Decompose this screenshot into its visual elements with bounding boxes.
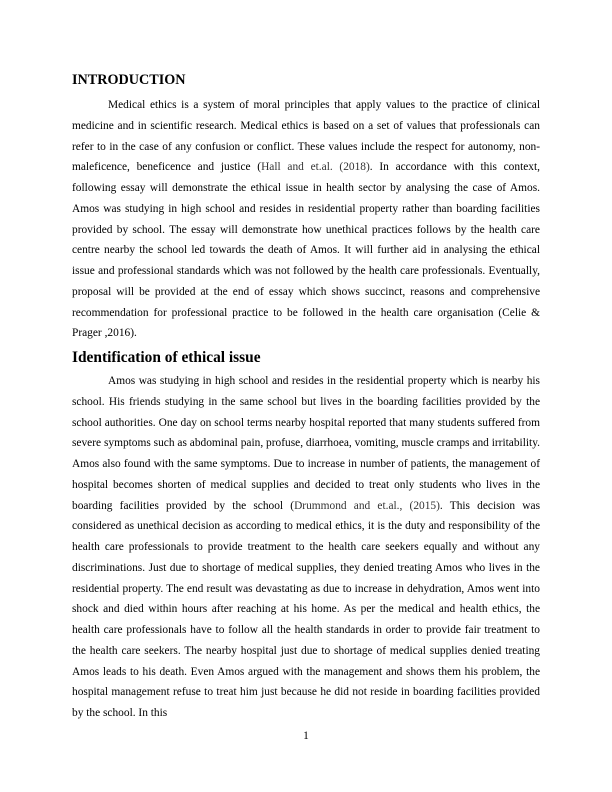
introduction-text-b: . In accordance with this context, following essay will demonstrate the ethical issue in health sector by analysing the case of Amos. Amos was studying in high school and resides in residential property rather than boarding facilities provided by school. The essay will demonstrate how unethical practices follows by the health care centre nearby the school led towards the death of Amos. It will further aid in analysing the ethical issue and professional standards which was not followed by the health care professionals. Eventually, proposal will be provided at the end of essay which shows succinct, reasons and comprehensive recommendation for professional practice to be followed in the health care organisation (Celie & Prager ,2016). — [72, 161, 541, 340]
introduction-paragraph — [72, 95, 540, 344]
introduction-heading: INTRODUCTION — [72, 72, 186, 88]
ethical-issue-heading: Identification of ethical issue — [72, 349, 261, 366]
ethical-issue-text-b: . This decision was considered as unethical decision as according to medical ethics, it is the duty and responsibility of the health care professionals to provide treatment to the health care seekers equally and without any discriminations. Just due to shortage of medical supplies, they denied treating Amos who lives in the residential property. The end result was devastating as due to increase in dehydration, Amos went into shock and died within hours after reaching at his home. As per the medical and health ethics, the health care professionals have to follow all the health standards in order to provide fair treatment to the health care seekers. The nearby hospital just due to shortage of medical supplies denied treating Amos leads to his death. Even Amos argued with the management and shows them his problem, the hospital management refuse to treat him just because he did not reside in boarding facilities provided by the school. In this — [72, 499, 541, 719]
ethical-issue-paragraph — [72, 371, 540, 724]
page-number: 1 — [303, 730, 309, 742]
introduction-text-a: Medical ethics is a system of moral principles that apply values to the practice of clinical medicine and in scientific research. Medical ethics is based on a set of values that professionals can refer to in the case of any confusion or conflict. These values include the respect for autonomy, non-maleficence, beneficence and justice ( — [72, 99, 540, 174]
ethical-issue-text-a: Amos was studying in high school and resides in the residential property which is nearby his school. His friends studying in the same school but lives in the boarding facilities provided by the school authorities. One day on school terms nearby hospital reported that many students suffered from severe symptoms such as abdominal pain, profuse, diarrhoea, vomiting, muscle cramps and irritability. Amos also found with the same symptoms. Due to increase in number of patients, the management of hospital becomes shorten of medical supplies and decided to treat only students who lives in the boarding facilities provided by the school ( — [72, 375, 540, 512]
document-body — [72, 70, 540, 724]
citation-drummond: Drummond and et.al., (2015) — [294, 499, 440, 512]
citation-hall: Hall and et.al. (2018) — [261, 161, 370, 174]
